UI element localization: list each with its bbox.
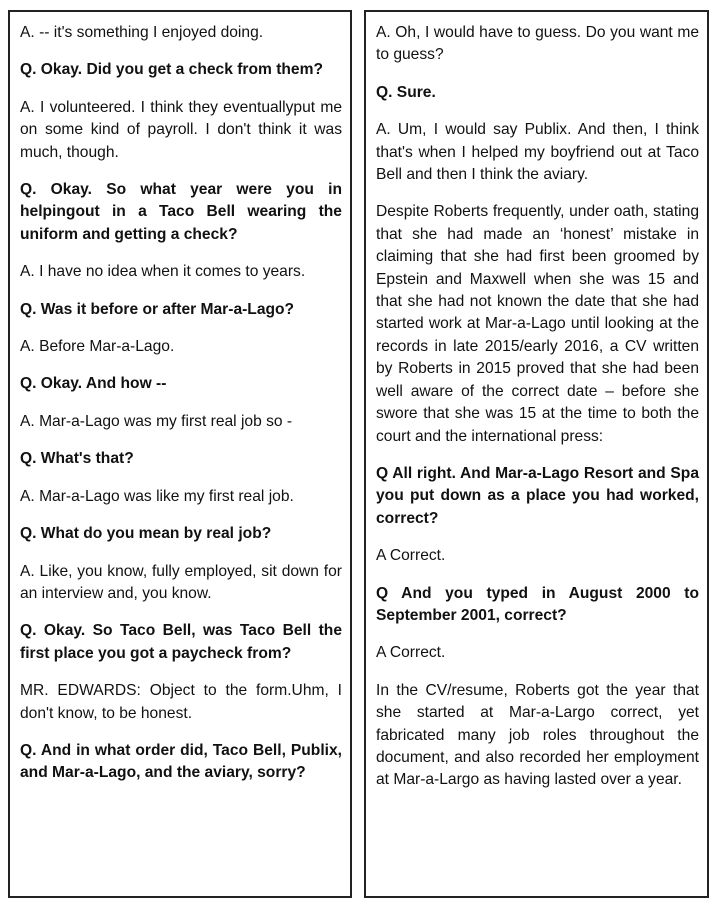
objection-paragraph: MR. EDWARDS: Object to the form.Uhm, I don't know, to be honest. — [20, 682, 342, 722]
question-paragraph: Q. Was it before or after Mar-a-Lago? — [20, 300, 295, 318]
question-paragraph: Q. Okay. So what year were you in helpingout in a Taco Bell wearing the uniform and getting a check? — [20, 181, 342, 243]
commentary-paragraph: In the CV/resume, Roberts got the year that she started at Mar-a-Largo correct, yet fabricated many job roles throughout the document, and also recorded her employment at Mar-a-Largo as having lasted over a year. — [376, 681, 699, 789]
left-column — [8, 10, 352, 898]
answer-paragraph: A. Like, you know, fully employed, sit down for an interview and, you know. — [20, 562, 342, 602]
question-paragraph: Q. What do you mean by real job? — [20, 525, 272, 543]
question-paragraph: Q. And in what order did, Taco Bell, Publix, and Mar-a-Lago, and the aviary, sorry? — [20, 741, 342, 782]
answer-paragraph: A. Mar-a-Lago was my first real job so - — [20, 412, 293, 430]
question-paragraph: Q. Okay. And how -- — [20, 375, 167, 393]
question-paragraph: Q. What's that? — [20, 450, 134, 468]
right-column — [364, 10, 709, 898]
question-paragraph: Q And you typed in August 2000 to September 2001, correct? — [376, 584, 699, 624]
answer-paragraph: A. Oh, I would have to guess. Do you want me to guess? — [376, 24, 699, 64]
commentary-paragraph: Despite Roberts frequently, under oath, stating that she had made an ‘honest’ mistake in claiming that she had first been groomed by Epstein and Maxwell when she was 15 and that she had not known the date that she had started work at Mar-a-Lago until looking at the records in late 2015/early 2016, a CV written by Roberts in 2015 proved that she had been well aware of the correct date – before she swore that she was 15 at the time to both the court and the international press: — [376, 203, 699, 445]
answer-paragraph: A. I volunteered. I think they eventuallyput me on some kind of payroll. I don't think it was much, though. — [20, 98, 342, 161]
answer-paragraph: A Correct. — [376, 547, 446, 565]
answer-paragraph: A. Mar-a-Lago was like my first real job. — [20, 487, 294, 505]
question-paragraph: Q. Sure. — [376, 83, 436, 101]
answer-paragraph: A. Before Mar-a-Lago. — [20, 338, 175, 356]
answer-paragraph: A Correct. — [376, 644, 446, 662]
answer-paragraph: A. -- it's something I enjoyed doing. — [20, 24, 264, 41]
question-paragraph: Q. Okay. Did you get a check from them? — [20, 61, 323, 79]
question-paragraph: Q. Okay. So Taco Bell, was Taco Bell the first place you got a paycheck from? — [20, 622, 342, 662]
answer-paragraph: A. Um, I would say Publix. And then, I think that's when I helped my boyfriend out at Taco Bell and then I think the aviary. — [376, 121, 699, 184]
answer-paragraph: A. I have no idea when it comes to years. — [20, 263, 306, 281]
question-paragraph: Q All right. And Mar-a-Lago Resort and Spa you put down as a place you had worked, correct? — [376, 464, 699, 527]
